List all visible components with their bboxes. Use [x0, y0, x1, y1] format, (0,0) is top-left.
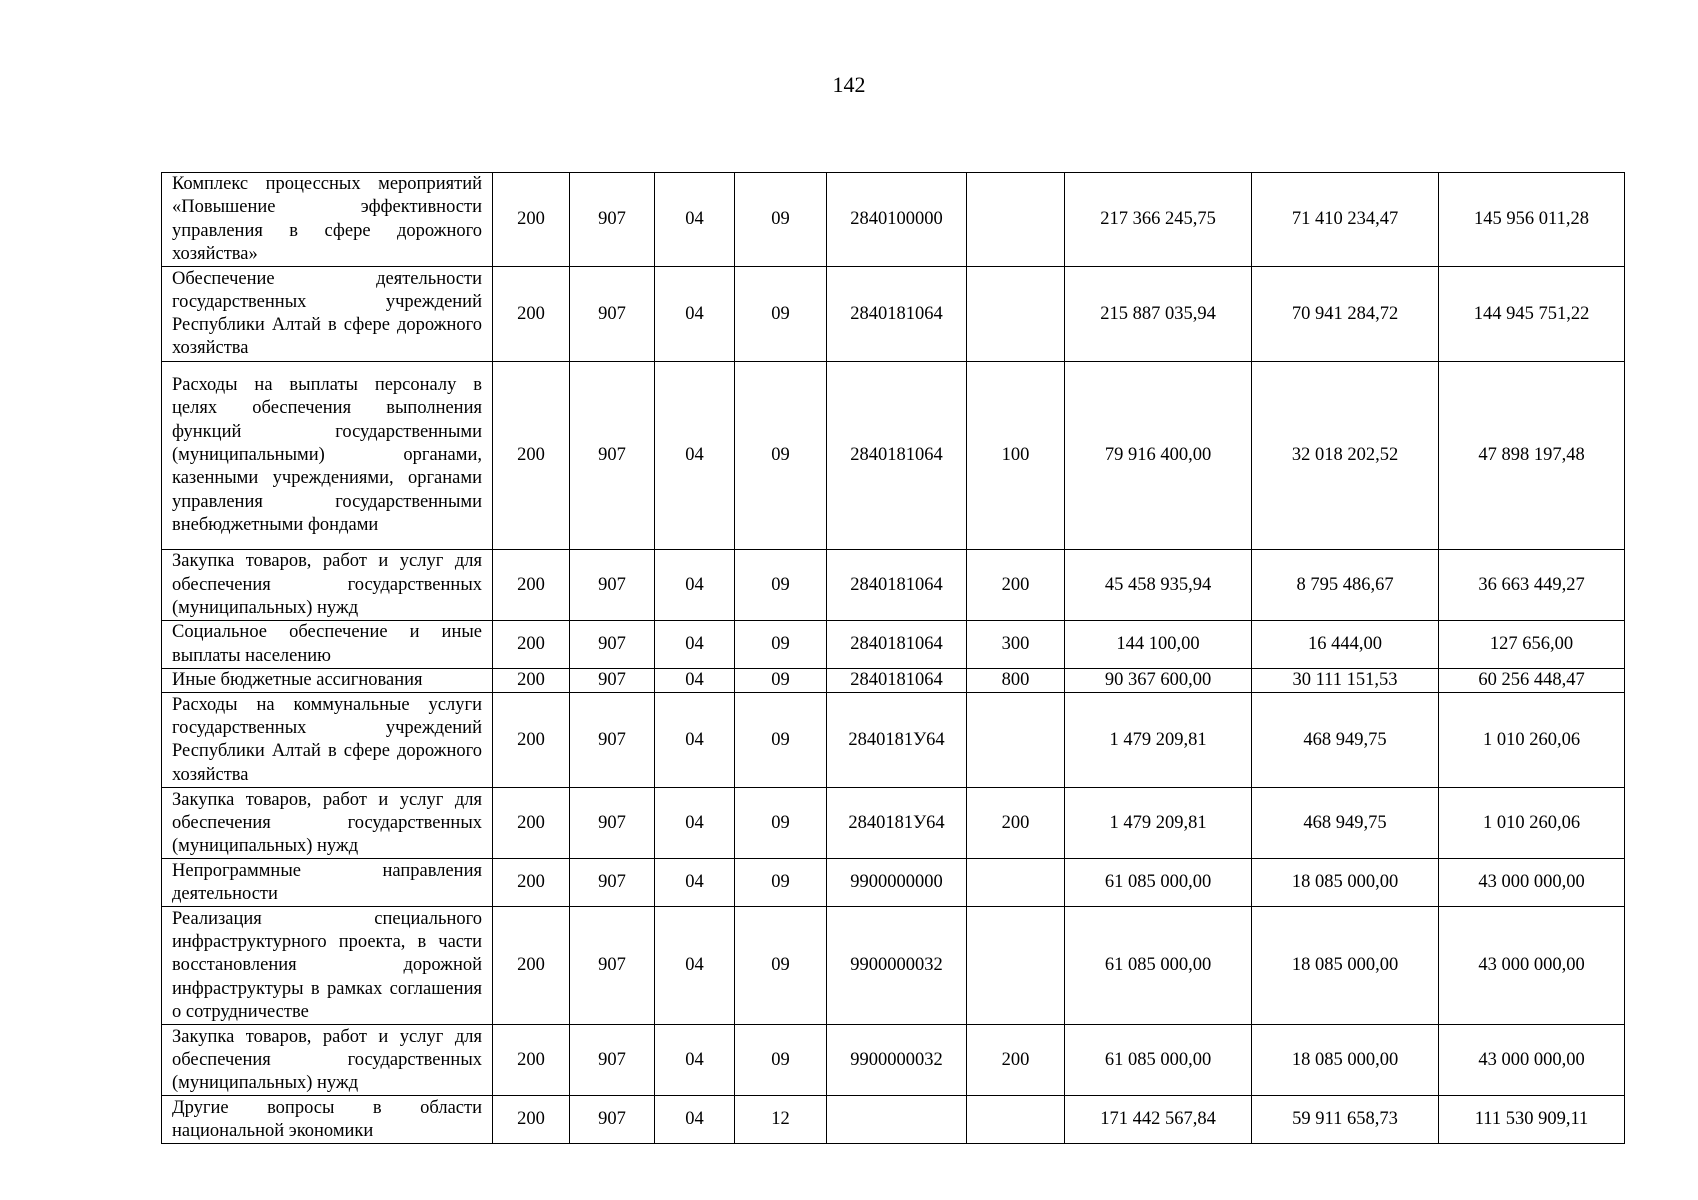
- row-code-cell: 200: [493, 693, 570, 788]
- row-grbs-cell: 907: [570, 669, 655, 693]
- row-subsection-cell: 09: [735, 362, 827, 550]
- row-code-cell: 200: [493, 1096, 570, 1144]
- row-sum-total-cell: 1 479 209,81: [1065, 788, 1252, 859]
- row-grbs-cell: 907: [570, 362, 655, 550]
- row-subsection-cell: 09: [735, 693, 827, 788]
- budget-table: [161, 172, 1625, 1144]
- row-section-cell: 04: [655, 1096, 735, 1144]
- row-section-cell: 04: [655, 907, 735, 1025]
- row-code-cell: 200: [493, 859, 570, 907]
- row-expense-type-cell: 200: [967, 788, 1065, 859]
- table-row: [162, 550, 1625, 621]
- row-sum-2-cell: 18 085 000,00: [1252, 1025, 1439, 1096]
- row-grbs-cell: 907: [570, 693, 655, 788]
- row-grbs-cell: 907: [570, 550, 655, 621]
- row-subsection-cell: 09: [735, 788, 827, 859]
- row-subsection-cell: 09: [735, 669, 827, 693]
- row-name-cell: Закупка товаров, работ и услуг для обеспечения государственных (муниципальных) нужд: [162, 788, 493, 859]
- row-sum-3-cell: 47 898 197,48: [1439, 362, 1625, 550]
- row-target-article-cell: 2840181У64: [827, 693, 967, 788]
- row-sum-2-cell: 16 444,00: [1252, 621, 1439, 669]
- row-code-cell: 200: [493, 788, 570, 859]
- row-sum-2-cell: 70 941 284,72: [1252, 267, 1439, 362]
- row-sum-total-cell: 61 085 000,00: [1065, 1025, 1252, 1096]
- row-name-cell: Расходы на выплаты персоналу в целях обеспечения выполнения функций государственными (муниципальными) органами, казенными учреждениями, органами управления государственными внебюджетными фондами: [162, 362, 493, 550]
- row-expense-type-cell: [967, 907, 1065, 1025]
- row-section-cell: 04: [655, 173, 735, 267]
- row-target-article-cell: 2840181У64: [827, 788, 967, 859]
- row-sum-total-cell: 1 479 209,81: [1065, 693, 1252, 788]
- row-grbs-cell: 907: [570, 621, 655, 669]
- row-target-article-cell: 2840100000: [827, 173, 967, 267]
- row-expense-type-cell: [967, 267, 1065, 362]
- row-name-cell: Иные бюджетные ассигнования: [162, 669, 493, 693]
- row-target-article-cell: 2840181064: [827, 621, 967, 669]
- table-row: [162, 1025, 1625, 1096]
- row-expense-type-cell: 200: [967, 550, 1065, 621]
- row-sum-3-cell: 1 010 260,06: [1439, 693, 1625, 788]
- row-sum-3-cell: 43 000 000,00: [1439, 859, 1625, 907]
- row-sum-total-cell: 144 100,00: [1065, 621, 1252, 669]
- row-expense-type-cell: 200: [967, 1025, 1065, 1096]
- row-sum-3-cell: 43 000 000,00: [1439, 907, 1625, 1025]
- row-sum-2-cell: 468 949,75: [1252, 788, 1439, 859]
- row-subsection-cell: 09: [735, 267, 827, 362]
- row-subsection-cell: 09: [735, 1025, 827, 1096]
- row-code-cell: 200: [493, 550, 570, 621]
- row-section-cell: 04: [655, 621, 735, 669]
- row-sum-2-cell: 18 085 000,00: [1252, 859, 1439, 907]
- row-subsection-cell: 09: [735, 621, 827, 669]
- row-grbs-cell: 907: [570, 1025, 655, 1096]
- row-sum-2-cell: 468 949,75: [1252, 693, 1439, 788]
- table-row: [162, 669, 1625, 693]
- row-sum-total-cell: 79 916 400,00: [1065, 362, 1252, 550]
- row-name-cell: Закупка товаров, работ и услуг для обеспечения государственных (муниципальных) нужд: [162, 550, 493, 621]
- row-sum-2-cell: 59 911 658,73: [1252, 1096, 1439, 1144]
- row-sum-2-cell: 30 111 151,53: [1252, 669, 1439, 693]
- table-row: [162, 693, 1625, 788]
- row-grbs-cell: 907: [570, 1096, 655, 1144]
- table-row: [162, 267, 1625, 362]
- row-target-article-cell: 2840181064: [827, 550, 967, 621]
- row-expense-type-cell: [967, 173, 1065, 267]
- row-target-article-cell: 2840181064: [827, 362, 967, 550]
- row-expense-type-cell: [967, 1096, 1065, 1144]
- row-sum-total-cell: 171 442 567,84: [1065, 1096, 1252, 1144]
- row-grbs-cell: 907: [570, 173, 655, 267]
- row-section-cell: 04: [655, 788, 735, 859]
- row-sum-3-cell: 36 663 449,27: [1439, 550, 1625, 621]
- row-section-cell: 04: [655, 362, 735, 550]
- row-code-cell: 200: [493, 173, 570, 267]
- row-name-cell: Обеспечение деятельности государственных учреждений Республики Алтай в сфере дорожного хозяйства: [162, 267, 493, 362]
- row-sum-2-cell: 8 795 486,67: [1252, 550, 1439, 621]
- row-expense-type-cell: [967, 693, 1065, 788]
- row-section-cell: 04: [655, 669, 735, 693]
- table-row: [162, 1096, 1625, 1144]
- row-sum-total-cell: 61 085 000,00: [1065, 859, 1252, 907]
- row-target-article-cell: [827, 1096, 967, 1144]
- table-row: [162, 173, 1625, 267]
- row-target-article-cell: 9900000032: [827, 907, 967, 1025]
- row-grbs-cell: 907: [570, 267, 655, 362]
- row-sum-3-cell: 145 956 011,28: [1439, 173, 1625, 267]
- row-sum-total-cell: 217 366 245,75: [1065, 173, 1252, 267]
- table-row: [162, 362, 1625, 550]
- row-expense-type-cell: 800: [967, 669, 1065, 693]
- row-sum-3-cell: 127 656,00: [1439, 621, 1625, 669]
- row-expense-type-cell: 300: [967, 621, 1065, 669]
- row-name-cell: Социальное обеспечение и иные выплаты населению: [162, 621, 493, 669]
- row-sum-3-cell: 144 945 751,22: [1439, 267, 1625, 362]
- row-section-cell: 04: [655, 1025, 735, 1096]
- table-row: [162, 621, 1625, 669]
- table-row: [162, 859, 1625, 907]
- row-code-cell: 200: [493, 362, 570, 550]
- row-sum-3-cell: 1 010 260,06: [1439, 788, 1625, 859]
- row-section-cell: 04: [655, 550, 735, 621]
- row-code-cell: 200: [493, 669, 570, 693]
- row-subsection-cell: 12: [735, 1096, 827, 1144]
- table-row: [162, 907, 1625, 1025]
- row-sum-2-cell: 32 018 202,52: [1252, 362, 1439, 550]
- row-code-cell: 200: [493, 907, 570, 1025]
- row-grbs-cell: 907: [570, 907, 655, 1025]
- row-expense-type-cell: 100: [967, 362, 1065, 550]
- row-name-cell: Закупка товаров, работ и услуг для обеспечения государственных (муниципальных) нужд: [162, 1025, 493, 1096]
- row-sum-3-cell: 111 530 909,11: [1439, 1096, 1625, 1144]
- row-name-cell: Непрограммные направления деятельности: [162, 859, 493, 907]
- row-name-cell: Реализация специального инфраструктурного проекта, в части восстановления дорожной инфраструктуры в рамках соглашения о сотрудничестве: [162, 907, 493, 1025]
- row-section-cell: 04: [655, 267, 735, 362]
- row-subsection-cell: 09: [735, 173, 827, 267]
- row-sum-total-cell: 90 367 600,00: [1065, 669, 1252, 693]
- row-sum-total-cell: 45 458 935,94: [1065, 550, 1252, 621]
- row-section-cell: 04: [655, 859, 735, 907]
- row-grbs-cell: 907: [570, 859, 655, 907]
- row-sum-3-cell: 60 256 448,47: [1439, 669, 1625, 693]
- row-sum-2-cell: 18 085 000,00: [1252, 907, 1439, 1025]
- row-subsection-cell: 09: [735, 859, 827, 907]
- row-subsection-cell: 09: [735, 907, 827, 1025]
- table-row: [162, 788, 1625, 859]
- row-name-cell: Другие вопросы в области национальной экономики: [162, 1096, 493, 1144]
- row-sum-2-cell: 71 410 234,47: [1252, 173, 1439, 267]
- row-code-cell: 200: [493, 267, 570, 362]
- row-sum-3-cell: 43 000 000,00: [1439, 1025, 1625, 1096]
- row-sum-total-cell: 61 085 000,00: [1065, 907, 1252, 1025]
- page-number: 142: [832, 72, 866, 97]
- row-grbs-cell: 907: [570, 788, 655, 859]
- row-sum-total-cell: 215 887 035,94: [1065, 267, 1252, 362]
- row-subsection-cell: 09: [735, 550, 827, 621]
- row-target-article-cell: 2840181064: [827, 669, 967, 693]
- row-target-article-cell: 9900000032: [827, 1025, 967, 1096]
- row-expense-type-cell: [967, 859, 1065, 907]
- row-target-article-cell: 9900000000: [827, 859, 967, 907]
- row-name-cell: Комплекс процессных мероприятий «Повышение эффективности управления в сфере дорожного хозяйства»: [162, 173, 493, 267]
- row-name-cell: Расходы на коммунальные услуги государственных учреждений Республики Алтай в сфере дорожного хозяйства: [162, 693, 493, 788]
- row-target-article-cell: 2840181064: [827, 267, 967, 362]
- row-code-cell: 200: [493, 1025, 570, 1096]
- row-code-cell: 200: [493, 621, 570, 669]
- row-section-cell: 04: [655, 693, 735, 788]
